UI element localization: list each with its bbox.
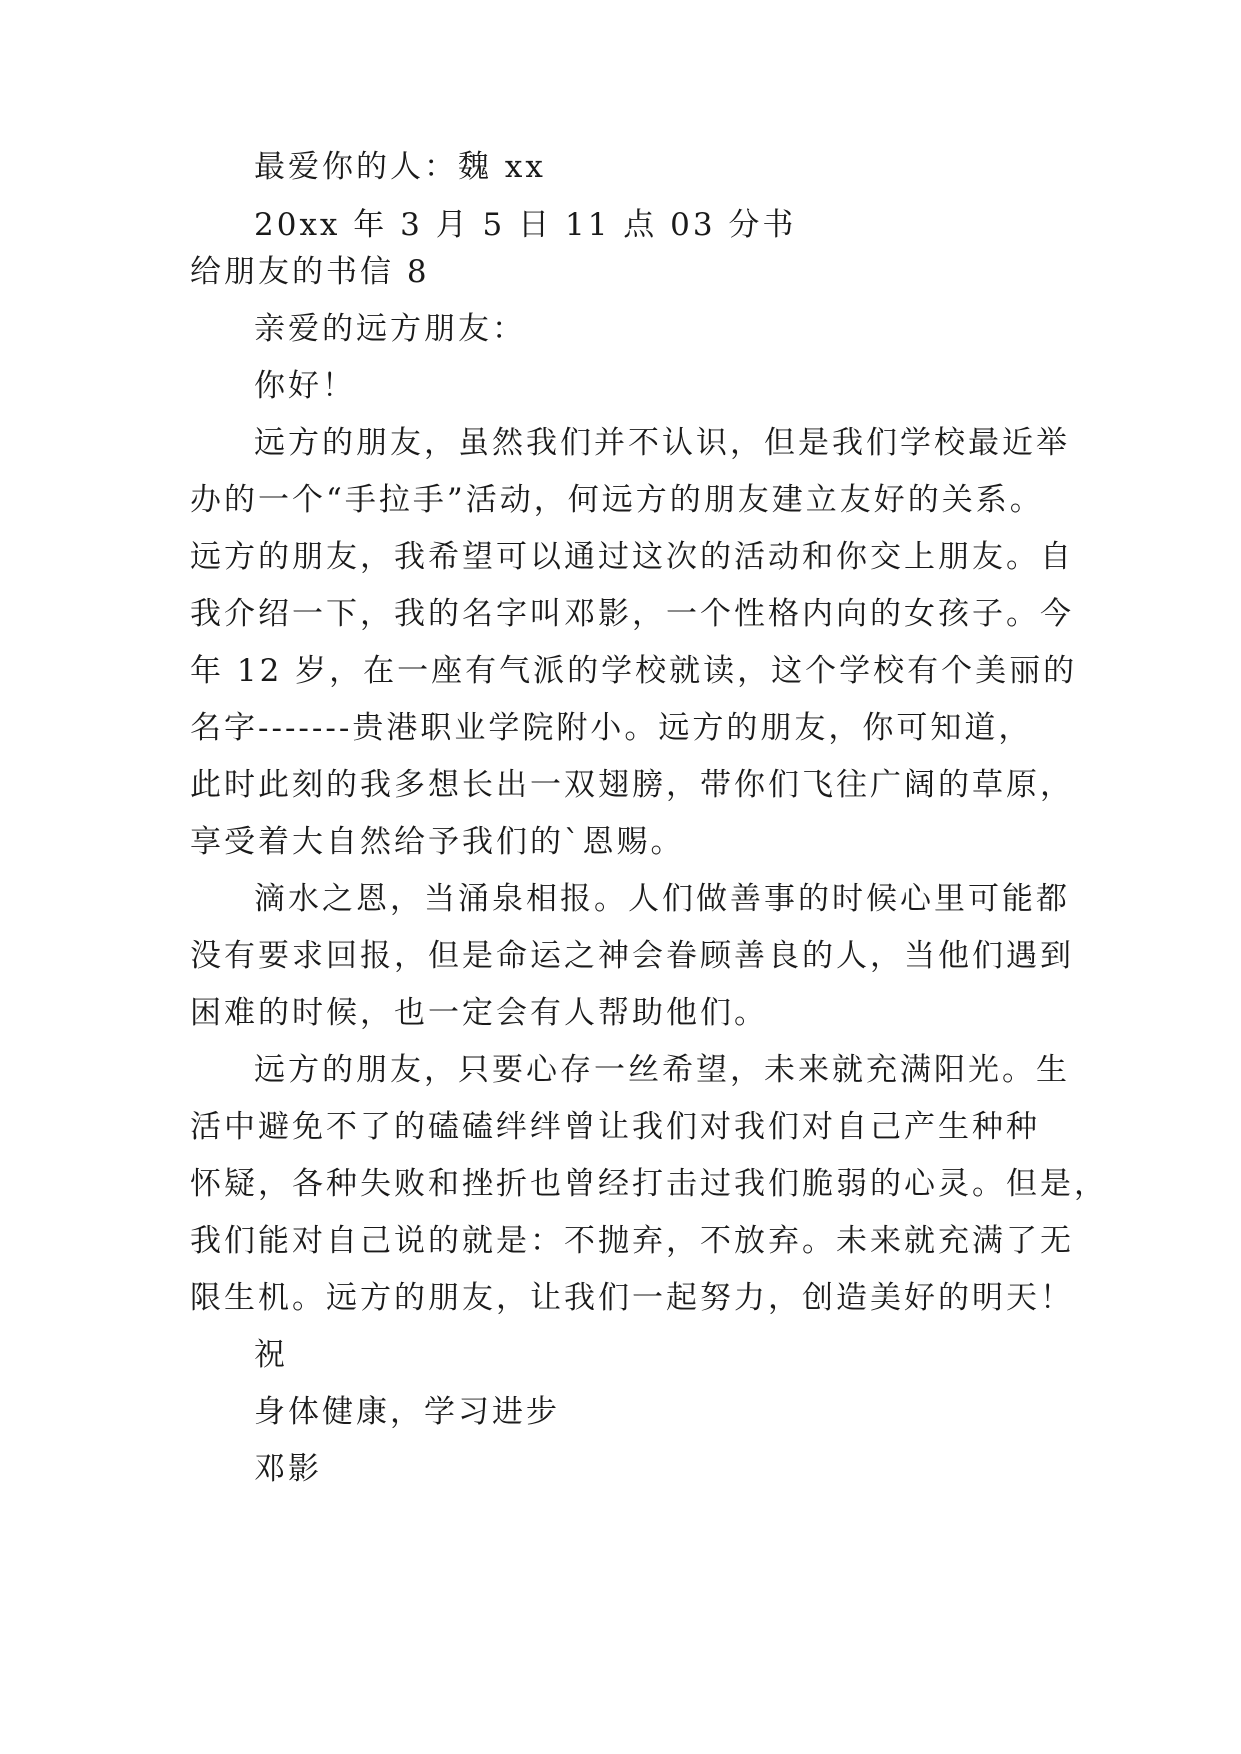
paragraph-1-line-2: 办的一个“手拉手”活动，何远方的朋友建立友好的关系。 xyxy=(190,482,1044,518)
paragraph-1-line-1: 远方的朋友，虽然我们并不认识，但是我们学校最近举 xyxy=(254,425,1070,461)
paragraph-1-line-6: 名字-------贵港职业学院附小。远方的朋友，你可知道， xyxy=(190,710,1033,746)
closing-wish: 身体健康，学习进步 xyxy=(254,1394,560,1430)
paragraph-1-line-4: 我介绍一下，我的名字叫邓影，一个性格内向的女孩子。今 xyxy=(190,596,1074,632)
paragraph-3-line-5: 限生机。远方的朋友，让我们一起努力，创造美好的明天！ xyxy=(190,1280,1074,1316)
paragraph-1-line-8: 享受着大自然给予我们的`恩赐。 xyxy=(190,824,685,860)
letter-signature: 邓影 xyxy=(254,1451,322,1487)
prev-letter-date: 20xx 年 3 月 5 日 11 点 03 分书 xyxy=(254,207,797,243)
paragraph-1-line-3: 远方的朋友，我希望可以通过这次的活动和你交上朋友。自 xyxy=(190,539,1074,575)
paragraph-3-line-2: 活中避免不了的磕磕绊绊曾让我们对我们对自己产生种种 xyxy=(190,1109,1040,1145)
paragraph-3-line-3: 怀疑，各种失败和挫折也曾经打击过我们脆弱的心灵。但是， xyxy=(190,1166,1108,1202)
paragraph-2-line-2: 没有要求回报，但是命运之神会眷顾善良的人，当他们遇到 xyxy=(190,938,1074,974)
paragraph-1-line-5: 年 12 岁，在一座有气派的学校就读，这个学校有个美丽的 xyxy=(190,653,1078,689)
paragraph-2-line-3: 困难的时候，也一定会有人帮助他们。 xyxy=(190,995,768,1031)
section-title: 给朋友的书信 8 xyxy=(190,254,430,290)
closing-word: 祝 xyxy=(254,1337,288,1373)
paragraph-1-line-7: 此时此刻的我多想长出一双翅膀，带你们飞往广阔的草原， xyxy=(190,767,1074,803)
prev-letter-signature: 最爱你的人：魏 xx xyxy=(254,149,546,185)
letter-greeting: 你好！ xyxy=(254,368,356,404)
paragraph-2-line-1: 滴水之恩，当涌泉相报。人们做善事的时候心里可能都 xyxy=(254,881,1070,917)
paragraph-3-line-1: 远方的朋友，只要心存一丝希望，未来就充满阳光。生 xyxy=(254,1052,1070,1088)
letter-salutation: 亲爱的远方朋友： xyxy=(254,311,526,347)
paragraph-3-line-4: 我们能对自己说的就是：不抛弃，不放弃。未来就充满了无 xyxy=(190,1223,1074,1259)
